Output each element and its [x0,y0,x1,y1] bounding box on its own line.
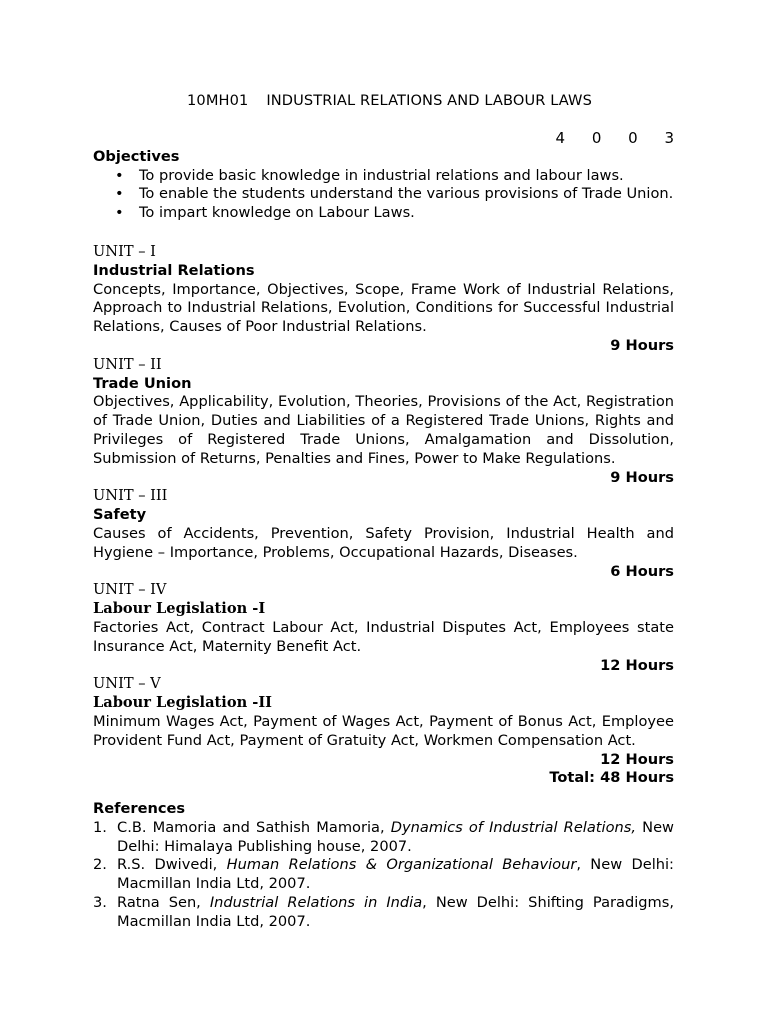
unit-title: Safety [93,506,147,524]
unit-label: UNIT – I [93,242,156,260]
unit-title: Labour Legislation -I [93,600,266,618]
objective-item: • To impart knowledge on Labour Laws. [139,204,674,223]
reference-authors: R.S. Dwivedi, [117,856,227,874]
unit-title: Trade Union [93,374,192,392]
unit-label: UNIT – II [93,355,162,373]
unit-body: Concepts, Importance, Objectives, Scope, Frame Work of Industrial Relations, Approach to Industrial Relations, Evolution, Conditions for Successful Industrial Relations, Causes of Poor Industrial Relations. [93,280,674,336]
reference-number: 1. [93,818,107,836]
references-heading: References [93,800,186,818]
objective-item: • To provide basic knowledge in industrial relations and labour laws. [139,167,674,186]
unit-body: Objectives, Applicability, Evolution, Theories, Provisions of the Act, Registration of Trade Union, Duties and Liabilities of a Registered Trade Unions, Rights and Privileges of Registered Trade Unions, Amalgamation and Dissolution, Submission of Returns, Penalties and Fines, Power to Make Regulations. [93,393,674,467]
unit-title: Industrial Relations [93,261,255,279]
reference-book-title: Industrial Relations in India [209,894,423,912]
reference-item [93,856,674,894]
reference-book-title: Human Relations & Organizational Behaviour [226,856,577,874]
unit-title: Labour Legislation -II [93,694,272,712]
reference-publisher: , New Delhi: Macmillan India Ltd, 2007. [117,856,674,893]
reference-publisher: New Delhi: Himalaya Publishing house, 2007. [117,818,674,855]
course-heading [93,92,674,112]
objectives-list [93,167,674,223]
unit-5 [93,675,674,769]
reference-number: 3. [93,894,107,912]
unit-1 [93,243,674,356]
objective-item: • To enable the students understand the various provisions of Trade Union. [139,185,674,204]
objectives-heading: Objectives [93,147,180,165]
syllabus-content [93,92,685,932]
unit-4 [93,581,674,675]
references-list [93,819,674,932]
reference-item [93,894,675,932]
unit-hours: 9 Hours [610,468,674,486]
unit-body: Minimum Wages Act, Payment of Wages Act, Payment of Bonus Act, Employee Provident Fund Act, Payment of Gratuity Act, Workmen Compensation Act. [93,712,674,749]
unit-hours: 6 Hours [610,562,674,580]
unit-hours: 12 Hours [600,656,674,674]
total-hours: Total: 48 Hours [549,769,674,787]
unit-hours: 12 Hours [600,750,674,768]
reference-number: 2. [93,856,107,874]
unit-body: Causes of Accidents, Prevention, Safety Provision, Industrial Health and Hygiene – Importance, Problems, Occupational Hazards, Diseases. [93,524,674,561]
unit-3 [93,487,674,581]
reference-item [93,818,674,857]
reference-book-title: Dynamics of Industrial Relations, [390,818,636,836]
unit-label: UNIT – III [93,487,168,505]
unit-2 [93,356,674,488]
reference-authors: C.B. Mamoria and Sathish Mamoria, [117,818,391,836]
course-credits: 4 0 0 3 [555,129,685,147]
unit-label: UNIT – V [93,675,161,693]
unit-hours: 9 Hours [610,336,674,354]
reference-authors: Ratna Sen, [117,894,210,912]
course-code: 10MH01 [187,92,249,109]
unit-label: UNIT – IV [93,581,167,599]
reference-publisher: , New Delhi: Shifting Paradigms, Macmillan India Ltd, 2007. [117,894,675,930]
unit-body: Factories Act, Contract Labour Act, Industrial Disputes Act, Employees state Insurance Act, Maternity Benefit Act. [93,618,674,655]
course-title: INDUSTRIAL RELATIONS AND LABOUR LAWS [266,92,592,109]
